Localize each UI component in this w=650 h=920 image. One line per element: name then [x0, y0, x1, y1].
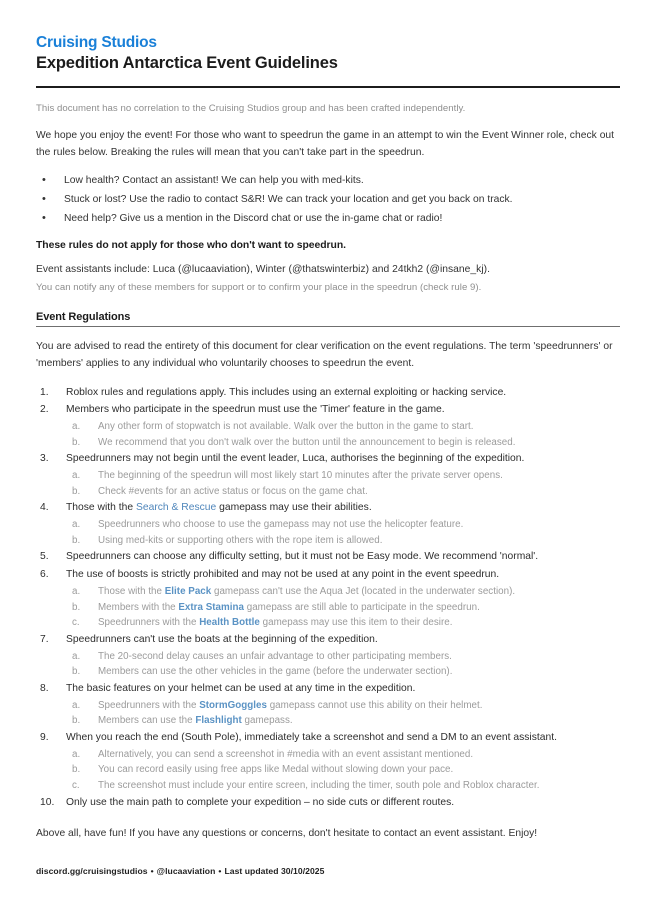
regulation-text: Speedrunners can't use the boats at the beginning of the expedition.: [66, 633, 378, 645]
regulations-list: [36, 385, 620, 811]
gamepass-name[interactable]: Elite Pack: [164, 585, 212, 597]
regulation-subitem-list: [66, 517, 620, 548]
list-item: • Need help? Give us a mention in the Discord chat or use the in-game chat or radio!: [36, 211, 620, 228]
regulation-subitem: The 20-second delay causes an unfair advantage to other participating members.: [98, 650, 452, 662]
regulation-item: [36, 681, 620, 729]
regulation-item: [36, 500, 620, 548]
assistants-line: Event assistants include: Luca (@lucaaviation), Winter (@thatswinterbiz) and 24tkh2 (@insane_kj).: [36, 264, 490, 276]
list-item: • Low health? Contact an assistant! We can help you with med-kits.: [36, 173, 620, 190]
regulation-subitem: Any other form of stopwatch is not available. Walk over the button in the game to start.: [98, 421, 474, 433]
gamepass-name[interactable]: Search & Rescue: [135, 502, 217, 514]
regulation-item: [36, 385, 620, 402]
regulation-text: The basic features on your helmet can be used at any time in the expedition.: [66, 682, 416, 694]
regulation-subitem: [66, 600, 620, 616]
regulations-preamble: You are advised to read the entirety of this document for clear verification on the event regulations. The term 'speedrunners' or 'members' applies to any individual who voluntarily chooses to speedrun the event.: [36, 341, 613, 370]
help-bullet-list: [36, 173, 620, 227]
regulation-text: Only use the main path to complete your expedition – no side cuts or different routes.: [66, 796, 455, 808]
regulation-text: Speedrunners can choose any difficulty setting, but it must not be Easy mode. We recommend 'normal'.: [66, 551, 539, 563]
welcome-paragraph: We hope you enjoy the event! For those who want to speedrun the game in an attempt to win the Event Winner role, check out the rules below. Breaking the rules will mean that you can't take part in the speedrun.: [36, 130, 615, 158]
regulation-subitem: We recommend that you don't walk over the button until the announcement to begin is released.: [98, 436, 516, 448]
regulation-subitem-list: [66, 419, 620, 450]
gamepass-name[interactable]: Flashlight: [195, 715, 242, 727]
closing-paragraph: Above all, have fun! If you have any questions or concerns, don't hesitate to contact an event assistant. Enjoy!: [36, 828, 538, 840]
section-heading-regulations: Event Regulations: [36, 311, 131, 324]
gamepass-name[interactable]: StormGoggles: [199, 699, 267, 711]
brand-name: Cruising Studios: [36, 34, 157, 51]
regulation-subitem: You can record easily using free apps like Medal without slowing down your pace.: [98, 764, 454, 776]
text-segment: Members with the: [98, 601, 179, 613]
footer-discord[interactable]: discord.gg/cruisingstudios: [36, 866, 148, 876]
regulation-subitem: [66, 615, 620, 631]
gamepass-name[interactable]: Health Bottle: [199, 617, 260, 629]
footer-updated: Last updated 30/10/2025: [224, 866, 325, 876]
regulation-item: [36, 451, 620, 499]
regulation-subitem: The beginning of the speedrun will most likely start 10 minutes after the private server opens.: [98, 470, 503, 482]
regulation-text: Members who participate in the speedrun must use the 'Timer' feature in the game.: [66, 404, 445, 416]
regulation-subitem-list: [66, 698, 620, 729]
text-segment: Those with the: [98, 585, 165, 597]
assistants-subline: You can notify any of these members for support or to confirm your place in the speedrun (check rule 9).: [36, 282, 482, 294]
footer-separator-2: •: [218, 866, 222, 876]
speedrun-optional-note: These rules do not apply for those who don't want to speedrun.: [36, 240, 346, 252]
regulation-subitem: The screenshot must include your entire screen, including the timer, south pole and Roblox character.: [98, 779, 540, 791]
disclaimer-text: This document has no correlation to the Cruising Studios group and has been crafted independently.: [36, 102, 466, 114]
document-header: [36, 34, 620, 74]
regulation-item: [36, 795, 620, 812]
regulation-text: Roblox rules and regulations apply. This includes using an external exploiting or hacking service.: [66, 386, 507, 398]
regulation-text: When you reach the end (South Pole), immediately take a screenshot and send a DM to an event assistant.: [66, 731, 557, 743]
list-item: • Stuck or lost? Use the radio to contact S&R! We can track your location and get you back on track.: [36, 192, 620, 209]
text-segment: gamepass are still able to participate in the speedrun.: [243, 601, 480, 613]
text-segment: Speedrunners with the: [98, 617, 200, 629]
page-title: Expedition Antarctica Event Guidelines: [36, 53, 338, 72]
regulation-subitem: [66, 713, 620, 729]
regulation-text: The use of boosts is strictly prohibited and may not be used at any point in the event speedrun.: [66, 569, 500, 581]
text-segment: Those with the: [66, 502, 136, 514]
regulation-subitem: Using med-kits or supporting others with the rope item is allowed.: [98, 534, 383, 546]
regulation-subitem: [66, 584, 620, 600]
regulation-item: [36, 402, 620, 450]
gamepass-name[interactable]: Extra Stamina: [178, 601, 244, 613]
regulation-subitem: Check #events for an active status or focus on the game chat.: [98, 485, 368, 497]
footer: [36, 866, 324, 876]
header-divider: [36, 86, 620, 88]
regulation-subitem: Members can use the other vehicles in the game (before the underwater section).: [98, 666, 453, 678]
regulation-item: [36, 567, 620, 631]
text-segment: gamepass can't use the Aqua Jet (located in the underwater section).: [211, 585, 516, 597]
regulation-subitem-list: [66, 584, 620, 631]
regulation-text: [66, 502, 372, 513]
regulation-text: Speedrunners may not begin until the event leader, Luca, authorises the beginning of the expedition.: [66, 453, 525, 465]
text-segment: gamepass may use their abilities.: [216, 502, 372, 514]
regulation-subitem-list: [66, 468, 620, 499]
regulation-subitem: [66, 698, 620, 714]
text-segment: Members can use the: [98, 715, 196, 727]
regulation-subitem: Alternatively, you can send a screenshot in #media with an event assistant mentioned.: [98, 748, 474, 760]
text-segment: Speedrunners with the: [98, 699, 200, 711]
regulation-item: [36, 730, 620, 794]
regulation-item: [36, 632, 620, 680]
footer-handle[interactable]: @lucaaviation: [156, 866, 216, 876]
regulation-subitem-list: [66, 649, 620, 680]
regulation-item: [36, 549, 620, 566]
text-segment: gamepass cannot use this ability on their helmet.: [266, 699, 483, 711]
text-segment: gamepass.: [241, 715, 293, 727]
footer-separator-1: •: [150, 866, 154, 876]
regulation-subitem: Speedrunners who choose to use the gamepass may not use the helicopter feature.: [98, 519, 464, 531]
section-divider: [36, 326, 620, 327]
text-segment: gamepass may use this item to their desire.: [259, 617, 453, 629]
regulation-subitem-list: [66, 747, 620, 794]
